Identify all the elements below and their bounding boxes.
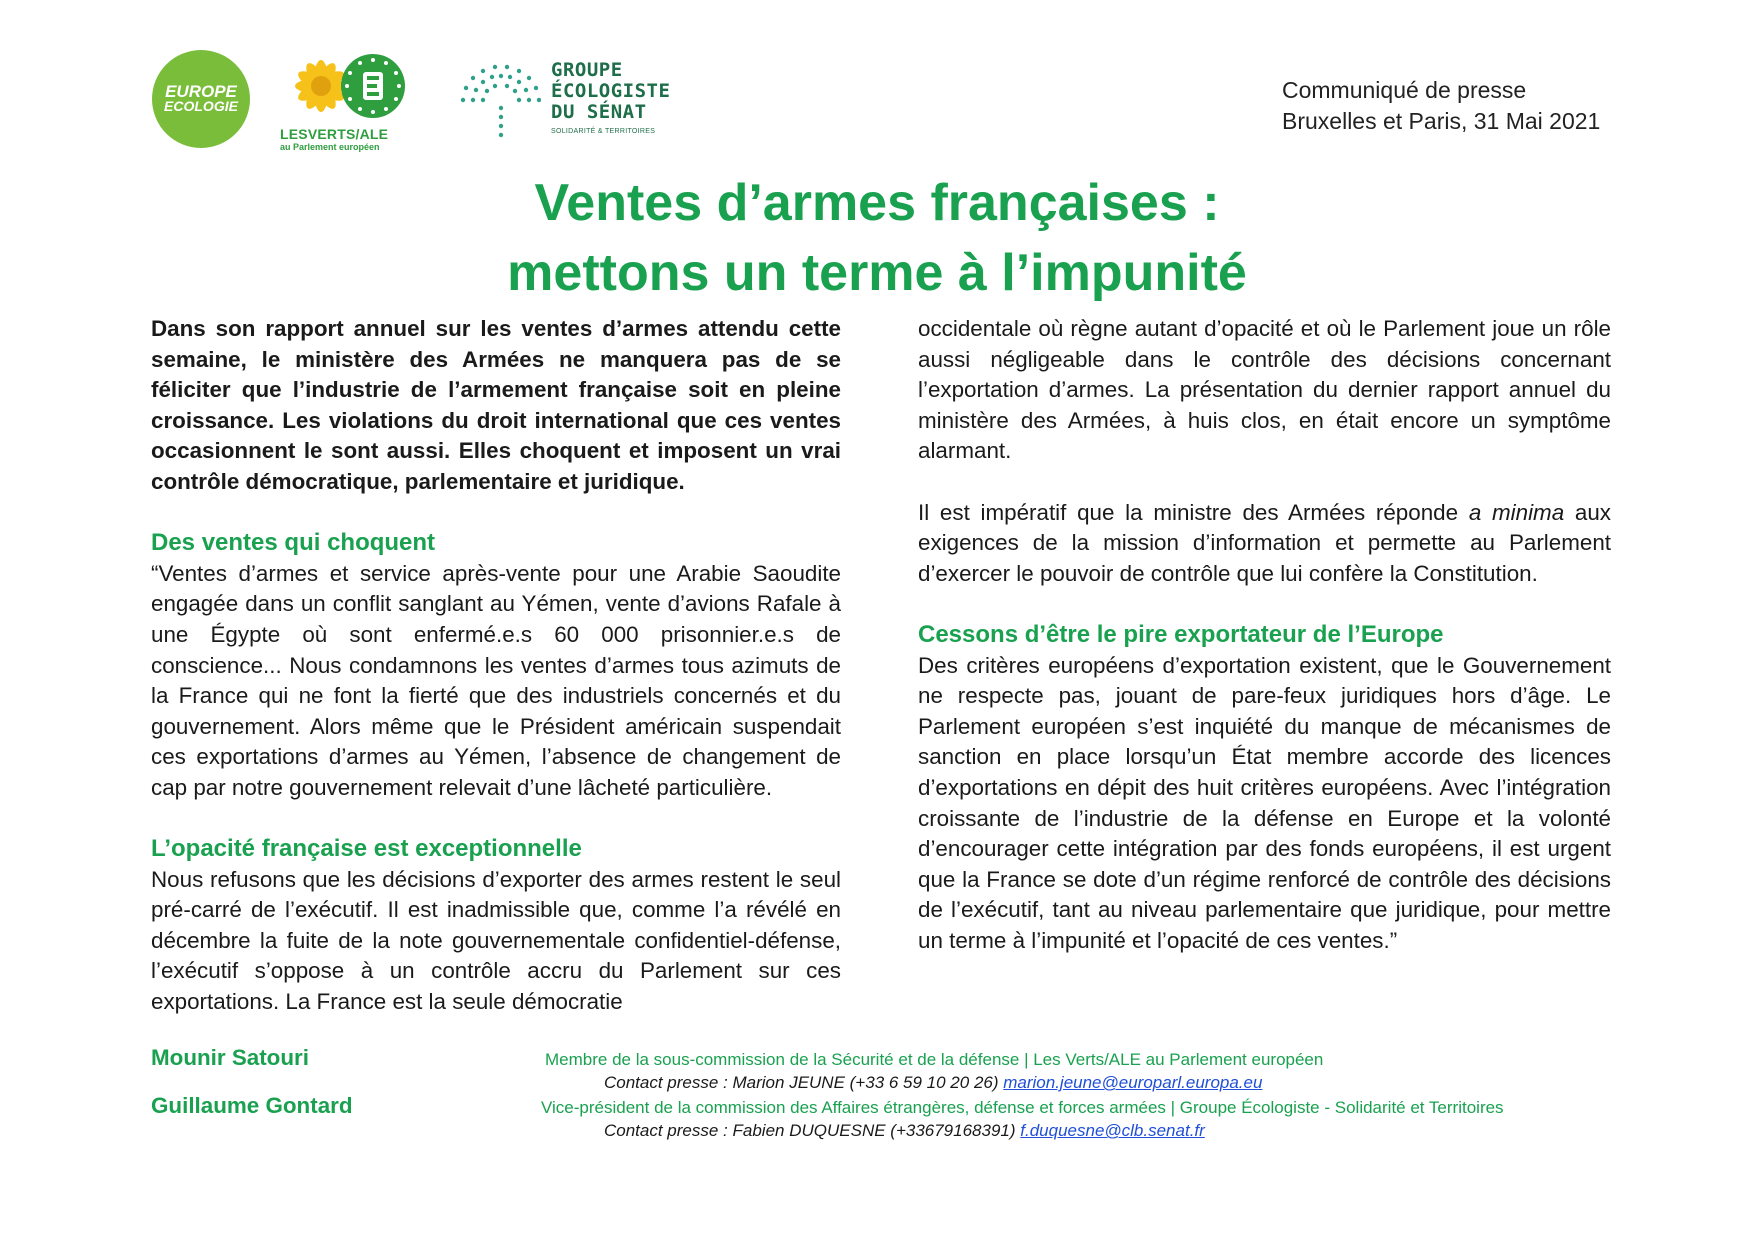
europe-ecologie-logo <box>152 50 250 148</box>
senat-logo-line1: GROUPE <box>551 59 623 81</box>
page-title <box>0 168 1754 308</box>
press-header <box>1282 75 1600 137</box>
verts-ale-logo <box>275 48 420 150</box>
hemicycle-icon <box>457 60 541 144</box>
sunflower-icon <box>275 48 420 128</box>
left-column <box>151 314 841 1018</box>
contact-email-link-2[interactable]: f.duquesne@clb.senat.fr <box>1020 1121 1205 1140</box>
logo-text-line2: ECOLOGIE <box>164 98 238 115</box>
press-release-date: Bruxelles et Paris, 31 Mai 2021 <box>1282 108 1601 134</box>
lead-paragraph: Dans son rapport annuel sur les ventes d’armes attendu cette semaine, le ministère des Armées ne manquera pas de se féliciter que l’industrie de l’armement française soit en pleine croissance. Les violations du droit international que ces ventes occasionnent le sont aussi. Elles choquent et imposent un vrai contrôle démocratique, parlementaire et juridique. <box>151 316 841 494</box>
paragraph-ministre-part1: Il est impératif que la ministre des Armées réponde <box>918 499 1469 525</box>
logo-text-line1: EUROPE <box>165 82 237 102</box>
verts-ale-caption: LESVERTS/ALE <box>280 126 389 142</box>
section-body-opacite: Nous refusons que les décisions d’exporter des armes restent le seul pré-carré de l’exécutif. Il est inadmissible que, comme l’a révélé en décembre la fuite de la note gouvernementale confidentiel-défense, l’exécutif s’oppose à un contrôle accru du Parlement sur ces exportations. La France est la seule démocratie <box>151 866 841 1015</box>
verts-ale-subcaption: au Parlement européen <box>280 142 380 152</box>
groupe-senat-logo <box>457 59 671 144</box>
paragraph-opacite-continued: occidentale où règne autant d’opacité et où le Parlement joue un rôle aussi négligeable dans le contrôle des décisions concernant l’exportation d’armes. La présentation du dernier rapport annuel du ministère des Armées, à huis clos, en était encore un symptôme alarmant. <box>918 316 1611 464</box>
senat-logo-line3: DU SÉNAT <box>551 101 647 123</box>
signatory-contact-2 <box>604 1121 1205 1141</box>
section-body-exportateur: Des critères européens d’exportation existent, que le Gouvernement ne respecte pas, jouant de pare-feux juridiques hors d’âge. Le Parlement européen s’est inquiété du manque de mécanismes de sanction en place lorsqu’un État membre accorde des licences d’exportations en dépit des huit critères européens. Avec l’intégration croissante de l’industrie de la défense en Europe et la volonté d’encourager cette intégration par des fonds européens, il est urgent que la France se dote d’un régime renforcé de contrôle des décisions de l’exécutif, tant au niveau parlementaire que juridique, pour mettre un terme à l’impunité et l’opacité de ces ventes.” <box>918 652 1611 953</box>
paragraph-ministre <box>918 498 1611 590</box>
signatory-role-1: Membre de la sous-commission de la Sécurité et de la défense | Les Verts/ALE au Parlement européen <box>545 1050 1324 1069</box>
paragraph-ministre-italic: a minima <box>1468 499 1565 525</box>
contact-text-2: Contact presse : Fabien DUQUESNE (+33679168391) <box>604 1121 1021 1140</box>
title-line-2: mettons un terme à l’impunité <box>507 244 1247 302</box>
signatory-name-2: Guillaume Gontard <box>151 1093 353 1118</box>
senat-logo-tagline: SOLIDARITÉ & TERRITOIRES <box>551 128 656 135</box>
senat-logo-line2: ÉCOLOGISTE <box>551 80 671 102</box>
contact-email-link-1[interactable]: marion.jeune@europarl.europa.eu <box>1003 1073 1263 1092</box>
section-heading-exportateur: Cessons d’être le pire exportateur de l’Europe <box>918 620 1444 648</box>
section-body-ventes: “Ventes d’armes et service après-vente pour une Arabie Saoudite engagée dans un conflit sanglant au Yémen, vente d’avions Rafale à une Égypte où sont enfermé.e.s 60 000 prisonnier.e.s de conscience... Nous condamnons les ventes d’armes tous azimuts de la France qui ne font la fierté que des industriels concernés et du gouvernement. Alors même que le Président américain suspendait ces exportations d’armes au Yémen, l’absence de changement de cap par notre gouvernement relevait d’une lâcheté particulière. <box>151 560 841 800</box>
right-column <box>918 314 1611 956</box>
section-heading-opacite: L’opacité française est exceptionnelle <box>151 835 582 863</box>
contact-text-1: Contact presse : Marion JEUNE (+33 6 59 10 20 26) <box>604 1073 1004 1092</box>
press-release-type: Communiqué de presse <box>1282 77 1527 103</box>
paragraph-ministre-part2: aux exigences de la mission d’information et permette au Parlement d’exercer le pouvoir de contrôle que lui confère la Constitution. <box>918 499 1611 586</box>
signatory-role-2: Vice-président de la commission des Affaires étrangères, défense et forces armées | Groupe Écologiste - Solidarité et Territoires <box>541 1098 1504 1117</box>
signatory-name-1: Mounir Satouri <box>151 1045 309 1070</box>
title-line-1: Ventes d’armes françaises : <box>534 174 1220 232</box>
section-heading-ventes: Des ventes qui choquent <box>151 529 436 557</box>
signatory-contact-1 <box>604 1073 1262 1093</box>
